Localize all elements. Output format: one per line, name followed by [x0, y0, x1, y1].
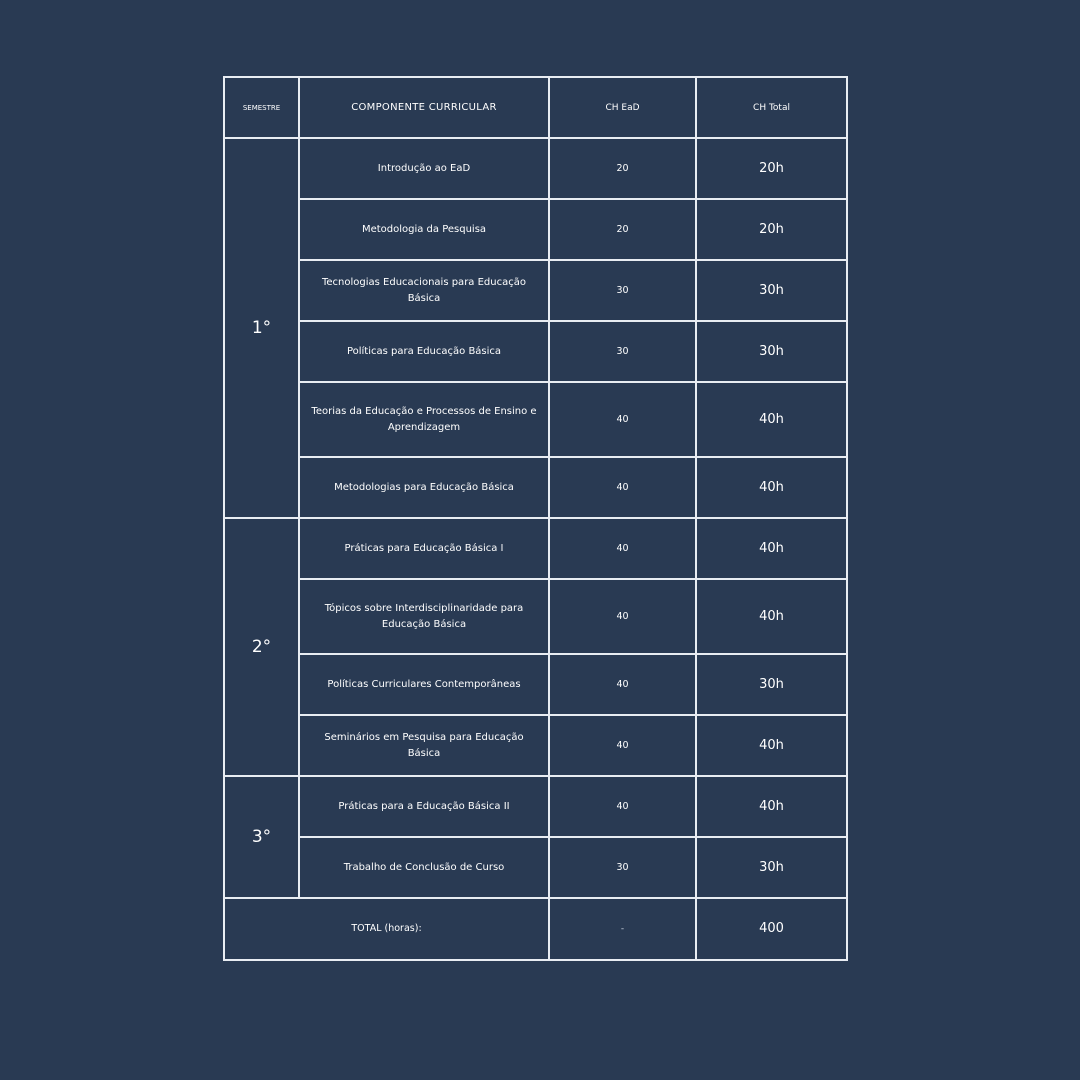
total-row [224, 898, 847, 960]
table-row [224, 654, 847, 715]
table-row [224, 382, 847, 457]
ch-ead-value: 30 [549, 321, 696, 382]
table-row [224, 321, 847, 382]
component-name: Teorias da Educação e Processos de Ensino e Aprendizagem [299, 382, 549, 457]
ch-total-value: 30h [696, 321, 847, 382]
component-name: Políticas para Educação Básica [299, 321, 549, 382]
component-name: Tópicos sobre Interdisciplinaridade para Educação Básica [299, 579, 549, 654]
ch-ead-value: 20 [549, 199, 696, 260]
header-semestre: SEMESTRE [224, 77, 299, 138]
ch-ead-value: 40 [549, 715, 696, 776]
table-row [224, 199, 847, 260]
ch-total-value: 40h [696, 715, 847, 776]
table-row [224, 260, 847, 321]
semester-label: 3° [224, 776, 299, 898]
ch-total-value: 30h [696, 837, 847, 898]
ch-ead-value: 40 [549, 382, 696, 457]
ch-ead-value: 40 [549, 776, 696, 837]
component-name: Seminários em Pesquisa para Educação Básica [299, 715, 549, 776]
header-ch-total: CH Total [696, 77, 847, 138]
total-ch-ead: - [549, 898, 696, 960]
component-name: Práticas para Educação Básica I [299, 518, 549, 579]
table-row [224, 776, 847, 837]
ch-ead-value: 40 [549, 457, 696, 518]
total-label: TOTAL (horas): [224, 898, 549, 960]
curriculum-table [223, 76, 848, 961]
component-name: Metodologias para Educação Básica [299, 457, 549, 518]
total-ch-total: 400 [696, 898, 847, 960]
ch-total-value: 30h [696, 260, 847, 321]
table-row [224, 715, 847, 776]
ch-total-value: 40h [696, 518, 847, 579]
table-row [224, 518, 847, 579]
component-name: Tecnologias Educacionais para Educação Básica [299, 260, 549, 321]
component-name: Metodologia da Pesquisa [299, 199, 549, 260]
table-row [224, 138, 847, 199]
ch-ead-value: 40 [549, 654, 696, 715]
component-name: Políticas Curriculares Contemporâneas [299, 654, 549, 715]
ch-ead-value: 20 [549, 138, 696, 199]
semester-label: 2° [224, 518, 299, 776]
ch-total-value: 40h [696, 579, 847, 654]
component-name: Práticas para a Educação Básica II [299, 776, 549, 837]
table-row [224, 457, 847, 518]
header-row [224, 77, 847, 138]
header-ch-ead: CH EaD [549, 77, 696, 138]
semester-label: 1° [224, 138, 299, 518]
ch-total-value: 40h [696, 776, 847, 837]
ch-ead-value: 30 [549, 837, 696, 898]
ch-ead-value: 40 [549, 518, 696, 579]
ch-total-value: 20h [696, 138, 847, 199]
header-componente: COMPONENTE CURRICULAR [299, 77, 549, 138]
ch-total-value: 40h [696, 457, 847, 518]
component-name: Trabalho de Conclusão de Curso [299, 837, 549, 898]
table-row [224, 837, 847, 898]
ch-ead-value: 40 [549, 579, 696, 654]
table-row [224, 579, 847, 654]
ch-total-value: 30h [696, 654, 847, 715]
ch-total-value: 20h [696, 199, 847, 260]
ch-total-value: 40h [696, 382, 847, 457]
component-name: Introdução ao EaD [299, 138, 549, 199]
ch-ead-value: 30 [549, 260, 696, 321]
